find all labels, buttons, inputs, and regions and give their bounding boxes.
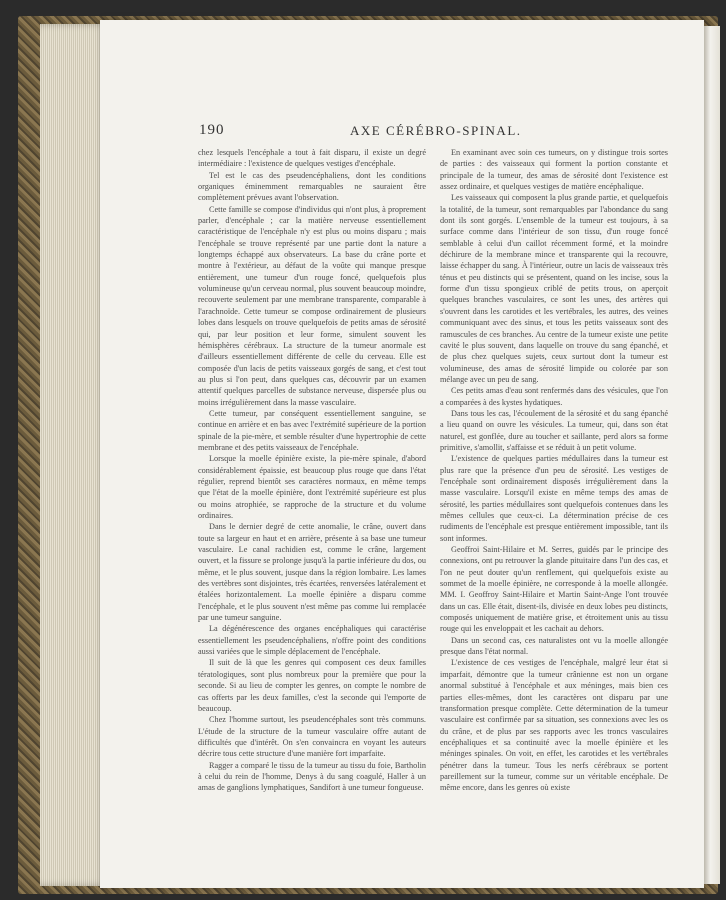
paragraph: L'existence de quelques parties médullaires dans la tumeur est plus rare que la présence d'un peu de sérosité. Les vestiges de l'encéphale sont ordinairement disposés irrégulièrement dans la masse vasculaire. Lorsqu'il existe en même temps des amas de sérosité, les parties médullaires sont quelquefois contenues dans les mêmes cellules que ceux-ci. La détermination précise de ces rudiments de l'encéphale est presque entièrement impossible, tant ils sont informes.	[440, 454, 668, 543]
left-text-column	[198, 147, 426, 837]
paragraph: Dans le dernier degré de cette anomalie, le crâne, ouvert dans toute sa largeur en haut et en arrière, présente à sa base une tumeur vasculaire. Le canal rachidien est, comme le crâne, largement ouvert, et la fissure se prolonge jusqu'à la partie inférieure du dos, ou même, et le plus souvent, jusque dans la région lombaire. Les lames des vertèbres sont disjointes, très écartées, renversées latéralement et étalées horizontalement. La moelle épinière a disparu comme l'encéphale, et le plus souvent n'est même pas comme lui remplacée par une tumeur sanguine.	[198, 522, 426, 623]
paragraph: Il suit de là que les genres qui composent ces deux familles tératologiques, sont plus nombreux pour la première que pour la seconde. Si au lieu de compter les genres, on compte le nombre de cas offerts par les deux familles, c'est la seconde qui l'emporte de beaucoup.	[198, 658, 426, 713]
paragraph: En examinant avec soin ces tumeurs, on y distingue trois sortes de parties : des vaisseaux qui forment la portion constante et principale de la tumeur, des amas de sérosité dont l'existence est assez ordinaire, et quelques vestiges de matière encéphalique.	[440, 148, 668, 192]
paragraph: Cette tumeur, par conséquent essentiellement sanguine, se continue en arrière et en bas avec l'extrémité supérieure de la portion spinale de la pie-mère, et semble résulter d'une hypertrophie de cette membrane et des petits vaisseaux de l'encéphale.	[198, 408, 426, 452]
paragraph: Dans un second cas, ces naturalistes ont vu la moelle allongée presque dans l'état normal.	[440, 635, 668, 657]
paragraph: L'existence de ces vestiges de l'encéphale, malgré leur état si imparfait, démontre que la tumeur crânienne est non un organe anormal substitué à l'encéphale et aux méninges, mais bien ces parties elles-mêmes, dont les caractères ont disparu par une transformation presque complète. Cette détermination de la tumeur vasculaire est confirmée par sa situation, ses connexions avec les os du crâne, et de plus par ses rapports avec les troncs vasculaires encéphaliques et sa continuité avec la moelle épinière et les méninges spinales. On voit, en effet, les carotides et les vertébrales pénétrer dans la tumeur. Tous les nerfs cérébraux se portent pareillement sur la tumeur, comme sur un véritable encéphale. De même encore, dans les genres où existe	[440, 658, 668, 793]
page-number: 190	[199, 122, 225, 138]
paragraph: Tel est le cas des pseudencéphaliens, dont les conditions organiques éminemment remarquables ne sauraient être complètement prévues avant l'observation.	[198, 170, 426, 203]
paragraph: Dans tous les cas, l'écoulement de la sérosité et du sang épanché a lieu quand on ouvre les vésicules. La tumeur, qui, dans son état naturel, est gonflée, dure au toucher et saillante, perd alors sa forme primitive, s'amollit, s'affaisse et se réduit à un petit volume.	[440, 408, 668, 452]
page-right-edge	[704, 26, 720, 884]
paragraph: Geoffroi Saint-Hilaire et M. Serres, guidés par le principe des connexions, ont pu retrouver la glande pituitaire dans l'un des cas, et l'on ne peut douter qu'un renflement, qui quelquefois existe au sommet de la moelle épinière, ne corresponde à la moelle allongée. MM. I. Geoffroy Saint-Hilaire et Martin Saint-Ange l'ont trouvée dans un cas. Elle était, disent-ils, divisée en deux lobes peu distincts, composés uniquement de matière grise, et étroitement unis au tissu rouge qui les enveloppait et les cachait au dehors.	[440, 545, 668, 634]
paragraph: Chez l'homme surtout, les pseudencéphales sont très communs. L'étude de la structure de la tumeur vasculaire offre autant de difficultés que d'intérêt. On s'en convaincra en voyant les auteurs décrire tous cette structure d'une manière fort imparfaite.	[198, 715, 426, 759]
book-page	[100, 20, 704, 888]
paragraph: Lorsque la moelle épinière existe, la pie-mère spinale, d'abord considérablement épaissie, est beaucoup plus rouge que dans l'état régulier, reprend bientôt ses caractères normaux, en même temps que l'état de la moelle épinière, dont l'extrémité supérieure est plus ou moins atrophiée, se rapproche de la structure et du volume ordinaires.	[198, 454, 426, 520]
paragraph: Ces petits amas d'eau sont renfermés dans des vésicules, que l'on a comparées à des kystes hydatiques.	[440, 386, 668, 407]
paragraph: Ragger a comparé le tissu de la tumeur au tissu du foie, Bartholin à celui du rein de l'homme, Denys à du sang coagulé, Haller à un amas de ganglions lymphatiques, Sandifort à une tumeur fongueuse.	[198, 760, 426, 793]
paragraph: La dégénérescence des organes encéphaliques qui caractérise essentiellement les pseudencéphaliens, n'offre point des conditions aussi variées que le simple déplacement de l'encéphale.	[198, 624, 426, 657]
paragraph: Cette famille se compose d'individus qui n'ont plus, à proprement parler, d'encéphale ; car la matière nerveuse essentiellement caractéristique de l'encéphale n'y est plus ou moins disparu ; mais l'encéphale se trouve représenté par une partie dont la nature a longtemps échappé aux observateurs. La base du crâne porte et montre à l'extérieur, au défaut de la voûte qui manque presque entièrement, une tumeur d'un rouge foncé, quelquefois plus volumineuse qu'un cerveau normal, plus souvent beaucoup moindre, recouverte seulement par une membrane transparente, comparable à l'arachnoïde. Cette tumeur se compose ordinairement de plusieurs lobes dans lesquels on trouve quelquefois de petits amas de sérosité qui, par leur position et leur forme, simulent souvent les hémisphères cérébraux. La structure de la tumeur anormale est d'ailleurs essentiellement différente de celle du cerveau. Elle est composée d'un lacis de petits vaisseaux gorgés de sang, et c'est tout au plus si l'on peut, dans quelques cas, découvrir par un examen attentif quelques parcelles de substance nerveuse, dispersée plus ou moins irrégulièrement dans la masse vasculaire.	[198, 204, 426, 407]
page-header	[100, 122, 704, 142]
paragraph: chez lesquels l'encéphale a tout à fait disparu, il existe un degré intermédiaire : l'existence de quelques vestiges d'encéphale.	[198, 148, 426, 169]
right-text-column	[440, 147, 668, 837]
paragraph: Les vaisseaux qui composent la plus grande partie, et quelquefois la totalité, de la tumeur, sont remarquables par l'abondance du sang dont ils sont gorgés. L'ensemble de la tumeur est toujours, à sa surface comme dans l'intérieur de son tissu, d'un rouge foncé semblable à celui d'un caillot récemment formé, et la moindre déchirure de la membrane mince et transparente qui la recouvre, laisse échapper du sang. À l'intérieur, outre un lacis de vaisseaux très ténus et peu distincts qui se présentent, quand on les incise, sous la forme d'un tissu spongieux criblé de petits trous, on aperçoit quelques branches vasculaires, ce sont les unes, des artères qui s'ouvrent dans les carotides et les vertébrales, les autres, des veines communiquant avec des sinus, et tous les petits vaisseaux sont des ramuscules de ces branches. Au centre de la tumeur existe une petite cavité le plus souvent, dans laquelle on trouve du sang épanché, et de plus chez quelques sujets, ceux surtout dont la tumeur est volumineuse, des amas de sérosité limpide ou colorée par son mélange avec un peu de sang.	[440, 193, 668, 384]
running-title: AXE CÉRÉBRO-SPINAL.	[350, 123, 522, 138]
